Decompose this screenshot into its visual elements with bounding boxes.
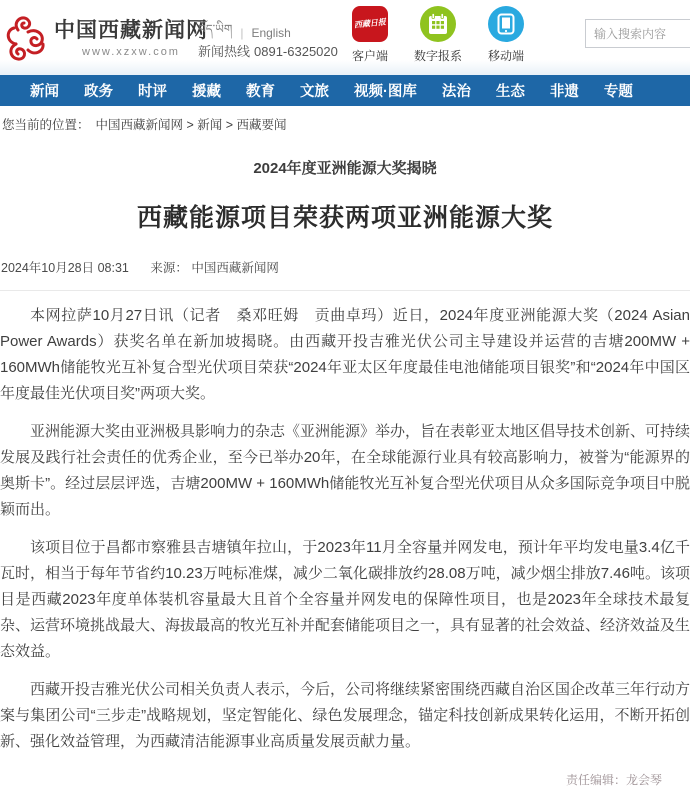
nav-item-aid-tibet[interactable]: 援藏 (192, 84, 221, 100)
article-paragraph: 西藏开投吉雅光伏公司相关负责人表示，今后，公司将继续紧密围绕西藏自治区国企改革三年行动方案与集团公司“三步走”战略规划，坚定智能化、绿色发展理念，锚定科技创新成果转化运用，不断开拓创新、强化效益管理，为西藏清洁能源事业高质量发展贡献力量。 (0, 681, 690, 750)
nav-item-ecology[interactable]: 生态 (495, 84, 525, 100)
article-source-label: 来源： (150, 261, 188, 275)
nav-item-commentary[interactable]: 时评 (138, 84, 167, 100)
meta-divider (0, 290, 690, 291)
article-body (0, 303, 690, 755)
app-client-label: 客户端 (351, 49, 388, 63)
mobile-device-icon (488, 6, 524, 42)
article (0, 157, 690, 788)
breadcrumb-path[interactable]: 中国西藏新闻网 > 新闻 > 西藏要闻 (95, 118, 287, 132)
nav-item-news[interactable]: 新闻 (30, 84, 59, 100)
search-input[interactable] (585, 19, 690, 48)
site-name: 中国西藏新闻网 (54, 18, 208, 42)
nav-item-culture-tourism[interactable]: 文旅 (300, 84, 329, 100)
article-meta (0, 258, 690, 276)
editor-label: 责任编辑： (565, 773, 626, 787)
article-source: 中国西藏新闻网 (191, 261, 279, 275)
nav-item-education[interactable]: 教育 (246, 84, 275, 100)
language-separator: | (240, 26, 244, 40)
article-paragraph: 本网拉萨10月27日讯（记者 桑邓旺姆 贡曲卓玛）近日，2024年度亚洲能源大奖（2024 Asian Power Awards）获奖名单在新加坡揭晓。由西藏开投吉雅光伏公司主导建设并运营的吉塘200MW + 160MWh储能牧光互补复合型光伏项目荣获“2024年亚太区年度最佳电池储能项目银奖”和“2024年中国区年度最佳光伏项目奖”两项大奖。 (0, 307, 690, 402)
news-hotline: 新闻热线 0891-6325020 (198, 44, 338, 59)
editor-credit (0, 771, 690, 788)
hotline-number: 0891-6325020 (254, 44, 338, 59)
tibetan-language-link[interactable]: བོད་ཡིག (198, 22, 233, 36)
nav-item-topics[interactable]: 专题 (603, 84, 633, 100)
site-header (0, 0, 690, 75)
editor-name: 龙会琴 (625, 773, 662, 787)
nav-item-video-gallery[interactable]: 视频·图库 (354, 84, 417, 100)
site-url: www.xzxw.com (82, 46, 180, 58)
article-title: 西藏能源项目荣获两项亚洲能源大奖 (136, 204, 553, 232)
app-client[interactable] (344, 6, 396, 64)
digital-paper-icon (420, 6, 456, 42)
breadcrumb-prefix: 您当前的位置： (2, 118, 90, 132)
tibet-daily-app-icon: 西藏日报 (352, 6, 388, 42)
main-navigation (0, 75, 690, 106)
nav-item-heritage[interactable]: 非遗 (549, 84, 579, 100)
app-digital-paper[interactable] (412, 6, 464, 64)
article-date: 2024年10月28日 08:31 (1, 261, 129, 275)
app-mobile-label: 移动端 (487, 49, 524, 63)
english-language-link[interactable]: English (251, 26, 291, 40)
breadcrumb (0, 106, 690, 133)
article-paragraph: 亚洲能源大奖由亚洲极具影响力的杂志《亚洲能源》举办，旨在表彰亚太地区倡导技术创新、可持续发展及践行社会责任的优秀企业，至今已举办20年，在全球能源行业具有较高影响力，被誉为“能源界的奥斯卡”。经过层层评选，吉塘200MW + 160MWh储能牧光互补复合型光伏项目从众多国际竞争项目中脱颖而出。 (0, 423, 690, 518)
site-logo[interactable] (4, 10, 208, 62)
article-kicker: 2024年度亚洲能源大奖揭晓 (253, 160, 437, 177)
cloud-logo-icon (4, 10, 50, 62)
article-paragraph: 该项目位于昌都市察雅县吉塘镇年拉山，于2023年11月全容量并网发电，预计年平均发电量3.4亿千瓦时，相当于每年节省约10.23万吨标准煤，减少二氧化碳排放约28.08万吨，减少烟尘排放7.46吨。该项目是西藏2023年度单体装机容量最大且首个全容量并网发电的保障性项目，也是2023年全球技术最复杂、运营环境挑战最大、海拔最高的牧光互补并配套储能项目之一，具有显著的社会效益、经济效益及生态效益。 (0, 539, 690, 660)
nav-item-politics[interactable]: 政务 (84, 84, 113, 100)
app-digital-paper-label: 数字报系 (413, 49, 462, 63)
app-mobile[interactable] (480, 6, 532, 64)
nav-item-rule-of-law[interactable]: 法治 (441, 84, 471, 100)
